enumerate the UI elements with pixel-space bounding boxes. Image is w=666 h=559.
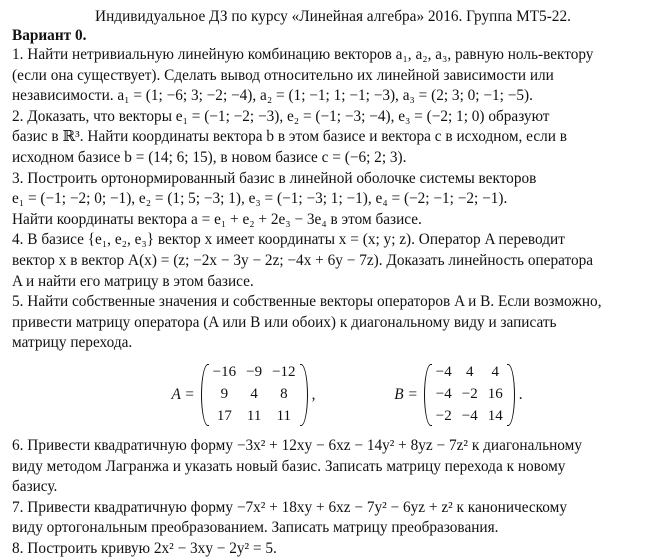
matrix-b-table: [431, 362, 508, 428]
matrix-b-cell: 4: [465, 364, 474, 381]
task-2-line-2: базис в ℝ³. Найти координаты вектора b в этом базисе и вектора c в исходном, если в: [12, 128, 567, 146]
task-7: [12, 498, 654, 539]
matrix-b-row: [431, 384, 508, 406]
matrix-a-row: [208, 384, 301, 406]
task-3-line-3: Найти координаты вектора a = e₁ + e₂ + 2e₃ − 3e₄ в этом базисе.: [12, 210, 422, 228]
task-3: [12, 169, 654, 231]
task-7-line-1: 7. Привести квадратичную форму −7x² + 18xy + 6xz − 7y² − 6yz + z² к каноническому: [12, 498, 567, 516]
task-5: [12, 292, 654, 354]
task-4-line-3: A и найти его матрицу в этом базисе.: [12, 272, 254, 290]
task-1-line-3: независимости. a₁ = (1; −6; 3; −2; −4), a₂ = (1; −1; 1; −1; −3), a₃ = (2; 3; 0; −1; −5).: [12, 87, 533, 105]
matrix-b-block: [394, 362, 522, 428]
matrix-a-cell: −9: [246, 364, 263, 381]
matrix-b: [424, 362, 515, 428]
matrix-b-cell: −4: [435, 386, 452, 403]
matrix-b-cell: 4: [491, 364, 499, 381]
task-2-line-1: 2. Доказать, что векторы e₁ = (−1; −2; −3), e₂ = (−1; −3; −4), e₃ = (−2; 1; 0) образуют: [12, 107, 550, 125]
matrix-a-cell: 8: [280, 386, 288, 403]
matrix-b-cell: −4: [461, 408, 478, 425]
matrix-a-cell: 4: [250, 386, 258, 403]
matrix-b-cell: 16: [487, 386, 503, 403]
task-6-line-3: базису.: [12, 478, 58, 496]
matrix-b-row: [431, 406, 508, 428]
task-4-line-2: вектор x в вектор A(x) = (z; −2x − 3y − 2z; −4x + 6y − 7z). Доказать линейность оператора: [12, 251, 594, 269]
matrix-a-cell: −16: [212, 364, 237, 381]
matrix-b-row: [431, 362, 508, 384]
task-1: [12, 45, 654, 107]
task-6: [12, 436, 654, 498]
matrix-a-cell: 9: [220, 386, 229, 403]
matrix-b-cell: −4: [435, 364, 452, 381]
matrix-a-cell: 11: [246, 408, 262, 425]
task-4: [12, 230, 654, 292]
matrix-a-row: [208, 362, 301, 384]
matrix-b-period: .: [518, 385, 523, 403]
matrix-a-label: A =: [171, 385, 195, 403]
task-3-line-2: e₁ = (−1; −2; 0; −1), e₂ = (1; 5; −3; 1), e₃ = (−1; −3; 1; −1), e₄ = (−2; −1; −2; −1).: [12, 190, 508, 208]
matrix-a-cell: −12: [272, 364, 296, 381]
variant-title: Вариант 0.: [12, 27, 87, 44]
task-2-line-3: исходном базисе b = (14; 6; 15), в новом базисе c = (−6; 2; 3).: [12, 148, 407, 166]
task-6-line-2: виду методом Лагранжа и указать новый базис. Записать матрицу перехода к новому: [12, 457, 566, 475]
matrix-b-label: B =: [394, 385, 418, 403]
task-1-line-1: 1. Найти нетривиальную линейную комбинацию векторов a₁, a₂, a₃, равную ноль-вектору: [12, 46, 594, 63]
matrix-b-cell: 14: [487, 408, 503, 425]
task-2: [12, 107, 654, 169]
task-5-line-2: привести матрицу оператора (A или B или обоих) к диагональному виду и записать: [12, 313, 557, 331]
task-7-line-2: виду ортогональным преобразованием. Записать матрицу преобразования.: [12, 519, 499, 537]
matrix-b-cell: −2: [435, 408, 452, 425]
task-5-line-1: 5. Найти собственные значения и собственные векторы операторов A и B. Если возможно,: [12, 293, 602, 311]
document-header: Индивидуальное ДЗ по курсу «Линейная алгебра» 2016. Группа МТ5-22.: [95, 8, 571, 25]
task-3-line-1: 3. Построить ортонормированный базис в линейной оболочке системы векторов: [12, 169, 537, 187]
task-8-line-1: 8. Построить кривую 2x² − 3xy − 2y² = 5.: [12, 539, 277, 557]
task-5-line-3: матрицу перехода.: [12, 334, 133, 352]
matrix-a-table: [208, 362, 301, 428]
matrices-row: [12, 356, 654, 434]
matrix-a-row: [208, 406, 301, 428]
task-4-line-1: 4. В базисе {e₁, e₂, e₃} вектор x имеет координаты x = (x; y; z). Оператор A переводит: [12, 231, 565, 249]
matrix-a: [201, 362, 308, 428]
matrix-a-comma: ,: [311, 385, 316, 403]
matrix-b-cell: −2: [461, 386, 478, 403]
task-1-line-2: (если она существует). Сделать вывод относительно их линейной зависимости или: [12, 66, 554, 84]
matrix-a-block: [171, 362, 315, 428]
matrix-a-cell: 17: [216, 408, 232, 425]
task-6-line-1: 6. Привести квадратичную форму −3x² + 12xy − 6xz − 14y² + 8yz − 7z² к диагональному: [12, 436, 582, 454]
matrix-a-cell: 11: [276, 408, 292, 425]
task-8: [12, 539, 654, 559]
